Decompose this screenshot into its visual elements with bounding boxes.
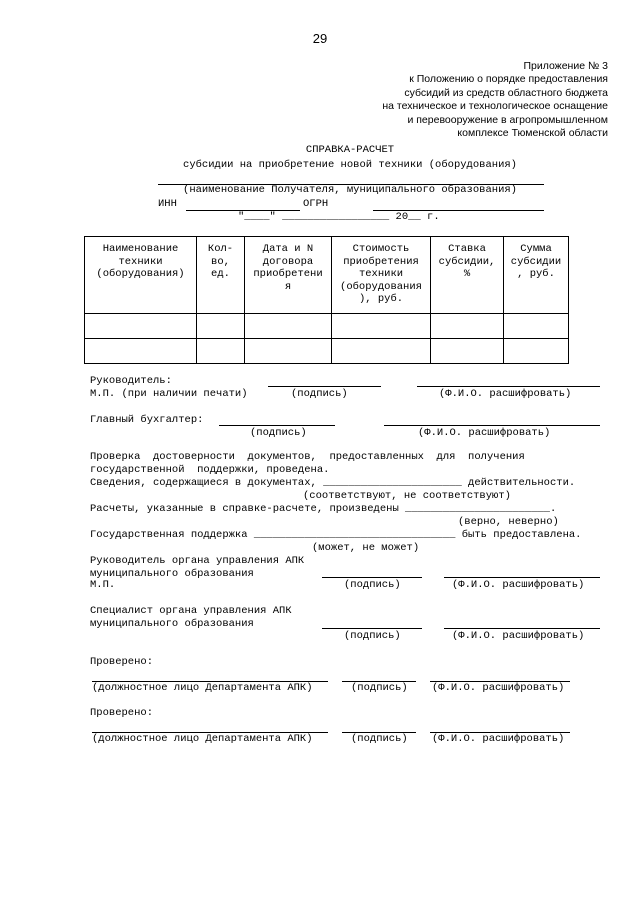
fio-line — [384, 425, 600, 426]
verification-caption: (может, не может) — [312, 542, 420, 554]
signature-caption: (подпись) — [250, 427, 307, 439]
municipal-head-label: муниципального образования — [90, 568, 254, 580]
signature-line — [322, 577, 422, 578]
chief-accountant-label: Главный бухгалтер: — [90, 414, 204, 426]
table-cell — [332, 314, 431, 339]
signature-caption: (подпись) — [344, 579, 401, 591]
checked-label: Проверено: — [90, 707, 154, 719]
document-subtitle: субсидии на приобретение новой техники (оборудования) — [183, 159, 517, 171]
appendix-line: к Положению о порядке предоставления — [409, 73, 608, 86]
table-row — [85, 339, 569, 364]
fio-caption: (Ф.И.О. расшифровать) — [452, 630, 585, 642]
official-caption: (должностное лицо Департамента АПК) — [92, 733, 313, 745]
verification-text: государственной поддержки, проведена. — [90, 464, 330, 476]
fio-caption: (Ф.И.О. расшифровать) — [418, 427, 551, 439]
table-header-cell: Стоимость приобретения техники (оборудования ), руб. — [332, 237, 431, 314]
specialist-label: Специалист органа управления АПК — [90, 605, 292, 617]
checked-label: Проверено: — [90, 656, 154, 668]
recipient-caption: (наименование Получателя, муниципального образования) — [183, 184, 517, 196]
document-title: СПРАВКА-РАСЧЕТ — [305, 144, 395, 156]
signature-line — [322, 628, 422, 629]
mp-label: М.П. — [90, 579, 116, 591]
table-header-cell: Ставка субсидии, % — [431, 237, 504, 314]
official-caption: (должностное лицо Департамента АПК) — [92, 682, 313, 694]
ogrn-label: ОГРН — [303, 198, 329, 210]
appendix-line: комплексе Тюменской области — [457, 127, 608, 140]
table-cell — [332, 339, 431, 364]
fio-line — [444, 577, 600, 578]
inn-label: ИНН — [158, 198, 177, 210]
fio-caption: (Ф.И.О. расшифровать) — [432, 733, 565, 745]
table-header-cell: Кол- во, ед. — [197, 237, 245, 314]
signature-caption: (подпись) — [344, 630, 401, 642]
table-cell — [431, 339, 504, 364]
table-cell — [431, 314, 504, 339]
table-header-cell: Наименование техники (оборудования) — [85, 237, 197, 314]
fio-caption: (Ф.И.О. расшифровать) — [452, 579, 585, 591]
table-cell — [197, 314, 245, 339]
signature-caption: (подпись) — [351, 733, 408, 745]
verification-caption: (соответствуют, не соответствуют) — [303, 490, 511, 502]
verification-text: Государственная поддержка ________________________________ быть предоставлена. — [90, 529, 582, 541]
signature-caption: (подпись) — [351, 682, 408, 694]
signature-line — [219, 425, 335, 426]
table-header-cell: Сумма субсидии , руб. — [504, 237, 569, 314]
verification-text: Сведения, содержащиеся в документах, ______________________ действительности. — [90, 477, 576, 489]
signature-caption: (подпись) — [291, 388, 348, 400]
table-header-row — [85, 237, 569, 314]
verification-caption: (верно, неверно) — [458, 516, 559, 528]
table-header-cell: Дата и N договора приобретени я — [245, 237, 332, 314]
appendix-line: на техническое и технологическое оснащение — [382, 100, 608, 113]
fio-line — [444, 628, 600, 629]
table-cell — [504, 339, 569, 364]
calculation-table — [84, 236, 569, 364]
municipal-head-label: Руководитель органа управления АПК — [90, 555, 305, 567]
appendix-line: субсидий из средств областного бюджета — [404, 86, 608, 99]
table-cell — [85, 339, 197, 364]
table-cell — [85, 314, 197, 339]
appendix-line: Приложение № 3 — [523, 60, 608, 72]
table-row — [85, 314, 569, 339]
fio-line — [417, 386, 600, 387]
fio-caption: (Ф.И.О. расшифровать) — [432, 682, 565, 694]
appendix-note — [382, 60, 608, 140]
mp-label: М.П. (при наличии печати) — [90, 388, 248, 400]
table-cell — [245, 314, 332, 339]
table-cell — [197, 339, 245, 364]
date-line: "____" _________________ 20__ г. — [238, 211, 440, 223]
appendix-line: и перевооружение в агропромышленном — [407, 113, 608, 126]
verification-text: Расчеты, указанные в справке-расчете, произведены _______________________. — [90, 503, 557, 515]
table-cell — [504, 314, 569, 339]
head-label: Руководитель: — [90, 375, 172, 387]
verification-text: Проверка достоверности документов, предоставленных для получения — [90, 451, 525, 463]
signature-line — [268, 386, 381, 387]
page-number: 29 — [312, 31, 328, 46]
specialist-label: муниципального образования — [90, 618, 254, 630]
table-cell — [245, 339, 332, 364]
fio-caption: (Ф.И.О. расшифровать) — [439, 388, 572, 400]
